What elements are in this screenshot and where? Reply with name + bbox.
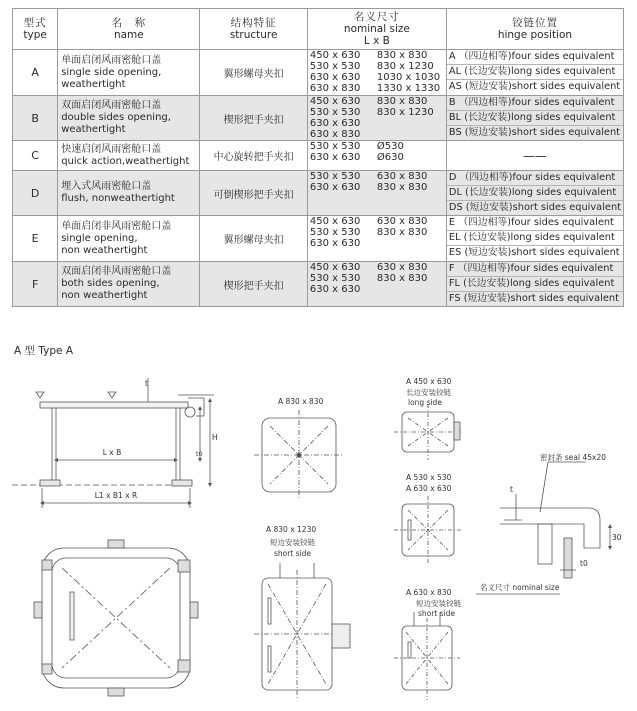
label-630x830: A 630 x 830 — [406, 588, 452, 597]
size-value: 630 x 830 — [309, 129, 361, 140]
cell-size — [307, 96, 446, 141]
hinge-option: A （四边相等)four sides equivalent — [447, 50, 623, 65]
size-value: 630 x 630 — [309, 118, 361, 129]
header-structure: 结构特征 structure — [200, 9, 307, 50]
table-row — [13, 171, 624, 216]
cell-type: E — [13, 216, 58, 262]
dim-lxb: L x B — [102, 448, 122, 457]
cell-size — [307, 50, 446, 96]
drawing-a-630x830 — [394, 612, 460, 700]
hinge-option: FS (短边安装)short sides equivalent — [448, 293, 619, 304]
table-header-row — [13, 9, 624, 50]
dim-30: 30 — [612, 533, 622, 542]
size-value: Ø630 — [376, 152, 404, 163]
size-value: Ø530 — [376, 141, 404, 152]
size-value: 630 x 630 — [309, 152, 361, 163]
name-line: quick action,weathertight — [61, 155, 190, 167]
name-line: non weathertight — [61, 290, 148, 301]
hatch-spec-table — [12, 8, 624, 307]
size-value: 450 x 630 — [309, 262, 361, 273]
table-row — [13, 216, 624, 262]
drawing-a-830x830 — [254, 410, 344, 500]
cell-name — [58, 50, 200, 96]
name-line: flush, nonweathertight — [61, 193, 175, 204]
size-value: 530 x 530 — [309, 141, 361, 152]
cell-size — [307, 141, 446, 171]
hinge-option: E （四边相等)four sides equivalent — [447, 216, 623, 231]
table-row — [13, 141, 624, 171]
size-value: 530 x 530 — [309, 227, 361, 238]
table-row — [13, 96, 624, 141]
size-value: 450 x 630 — [309, 96, 361, 107]
hinge-option: ES (短边安装)short sides equivalent — [448, 247, 620, 258]
label-long-side-cn: 长边安装铰链 — [406, 388, 451, 397]
name-line: 单面启闭非风雨密舱口盖 — [61, 220, 172, 232]
hinge-option: BL (长边安装)long sides equivalent — [447, 111, 623, 126]
header-name: 名 称 name — [58, 9, 200, 50]
cell-hinge — [446, 262, 623, 307]
size-value: 630 x 830 — [376, 216, 428, 227]
size-value: 830 x 1230 — [376, 107, 434, 118]
cell-name — [58, 141, 200, 171]
cell-structure: 中心旋转把手夹扣 — [200, 141, 307, 171]
cell-structure: 可倒楔形把手夹扣 — [200, 171, 307, 216]
dim-t: t — [145, 379, 148, 388]
size-value: 450 x 630 — [309, 50, 361, 61]
cell-type: C — [13, 141, 58, 171]
cell-structure: 楔形把手夹扣 — [200, 262, 307, 307]
dim-l1b1r: L1 x B1 x R — [94, 491, 138, 500]
cell-hinge — [446, 96, 623, 141]
cell-type: F — [13, 262, 58, 307]
size-value: 450 x 630 — [309, 216, 361, 227]
size-value: 630 x 630 — [309, 182, 361, 193]
hinge-option: BS (短边安装)short sides equivalent — [448, 127, 620, 138]
hinge-option: DL (长边安装)long sides equivalent — [447, 186, 623, 201]
name-line: single side opening, — [61, 66, 162, 78]
name-line: 埋入式风雨密舱口盖 — [61, 181, 152, 192]
label-short-side-en-2: short side — [418, 609, 456, 618]
section-title: A 型 Type A — [14, 345, 73, 357]
hinge-option: AL (长边安装)long sides equivalent — [447, 65, 623, 80]
cell-hinge: —— — [446, 141, 623, 171]
size-value: 630 x 830 — [376, 171, 428, 182]
cell-hinge — [446, 171, 623, 216]
hinge-option: DS (短边安装)short sides equivalent — [448, 202, 621, 213]
label-long-side-en: long side — [408, 398, 442, 407]
label-nominal-size: 名义尺寸 nominal size — [480, 583, 560, 592]
cell-type: A — [13, 50, 58, 96]
type-a-drawings — [0, 360, 637, 711]
hinge-option: D （四边相等)four sides equivalent — [447, 171, 623, 186]
hinge-option: F （四边相等)four sides equivalent — [447, 262, 623, 277]
dim-t0: t0 — [196, 450, 203, 458]
size-value: 630 x 830 — [376, 262, 428, 273]
label-short-side-cn-2: 短边安装铰链 — [416, 599, 461, 608]
size-value: 630 x 630 — [309, 238, 361, 249]
hinge-option: AS (短边安装)short sides equivalent — [448, 81, 621, 92]
name-line: weathertight — [61, 78, 126, 90]
cell-size — [307, 262, 446, 307]
name-line: non weathertight — [61, 244, 148, 256]
name-line: single opening, — [61, 232, 138, 244]
size-value: 1330 x 1330 — [376, 83, 441, 94]
name-line: weathertight — [61, 124, 126, 135]
size-value: 1030 x 1030 — [376, 72, 441, 83]
table-row — [13, 50, 624, 96]
header-size: 名义尺寸 nominal size L x B — [307, 9, 446, 50]
cell-structure: 翼形螺母夹扣 — [200, 50, 307, 96]
cell-hinge — [446, 50, 623, 96]
hinge-option: B （四边相等)four sides equivalent — [447, 96, 623, 111]
name-line: both sides opening, — [61, 278, 160, 289]
cell-hinge — [446, 216, 623, 262]
cell-name — [58, 96, 200, 141]
cell-name — [58, 216, 200, 262]
cell-type: B — [13, 96, 58, 141]
name-line: 单面启闭风雨密舱口盖 — [61, 54, 162, 66]
label-450x630: A 450 x 630 — [406, 377, 452, 386]
size-value: 830 x 1230 — [376, 61, 434, 72]
name-line: 双面启闭非风雨密舱口盖 — [61, 266, 172, 277]
size-value: 630 x 630 — [309, 72, 361, 83]
name-line: 双面启闭风雨密舱口盖 — [61, 100, 162, 111]
dim-t0-seal: t0 — [580, 559, 588, 568]
size-value: 830 x 830 — [376, 227, 428, 238]
name-line: double sides opening, — [61, 112, 171, 123]
name-line: 快速启闭风雨密舱口盖 — [61, 143, 162, 155]
size-value: 630 x 830 — [309, 83, 361, 94]
drawing-a-830x1230 — [254, 563, 350, 700]
cell-structure: 翼形螺母夹扣 — [200, 216, 307, 262]
table-row — [13, 262, 624, 307]
cell-name — [58, 262, 200, 307]
hinge-option: EL (长边安装)long sides equivalent — [447, 231, 623, 246]
size-value: 830 x 830 — [376, 182, 428, 193]
label-830x830: A 830 x 830 — [278, 397, 324, 406]
cell-structure: 楔形把手夹扣 — [200, 96, 307, 141]
label-630x630: A 630 x 630 — [406, 484, 452, 493]
plan-view — [34, 540, 198, 696]
size-value: 530 x 530 — [309, 107, 361, 118]
cell-type: D — [13, 171, 58, 216]
label-short-side-en-1: short side — [274, 549, 312, 558]
cell-name — [58, 171, 200, 216]
size-value: 830 x 830 — [376, 96, 428, 107]
side-elevation-view — [12, 378, 214, 508]
size-value: 530 x 530 — [309, 273, 361, 284]
cell-size — [307, 171, 446, 216]
hinge-option: FL (长边安装)long sides equivalent — [447, 277, 623, 292]
cell-size — [307, 216, 446, 262]
size-value: 830 x 830 — [376, 50, 428, 61]
size-value: 830 x 830 — [376, 273, 428, 284]
drawing-a-450x630 — [394, 404, 462, 460]
size-value: 530 x 530 — [309, 171, 361, 182]
header-type: 型式 type — [13, 9, 58, 50]
label-short-side-cn-1: 短边安装铰链 — [270, 538, 315, 547]
size-value: 530 x 530 — [309, 61, 361, 72]
seal-detail — [476, 462, 610, 594]
label-830x1230: A 830 x 1230 — [266, 525, 317, 534]
drawing-a-530x530 — [394, 496, 462, 564]
label-530x530: A 530 x 530 — [406, 473, 452, 482]
size-value: 630 x 630 — [309, 284, 361, 295]
dim-h: H — [212, 433, 218, 442]
header-hinge: 铰链位置 hinge position — [446, 9, 623, 50]
dim-t-seal: t — [510, 485, 513, 494]
label-seal: 密封条 seal 45x20 — [540, 453, 606, 462]
